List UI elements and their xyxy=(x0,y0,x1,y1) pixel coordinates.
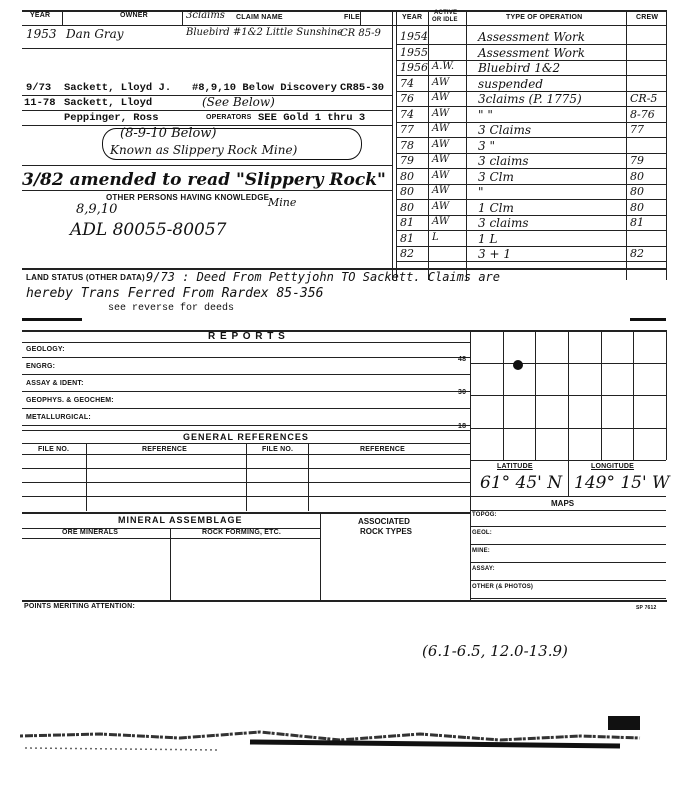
claim-count: 3claims xyxy=(186,10,225,21)
map-row-line xyxy=(470,544,666,545)
land-status-line-2: hereby Trans Ferred From Rardex 85-356 xyxy=(26,286,324,301)
ore-minerals-label: ORE MINERALS xyxy=(62,529,119,536)
location-dot xyxy=(513,360,523,370)
points-label: POINTS MERITING ATTENTION: xyxy=(24,603,135,610)
refs-col-file: FILE NO. xyxy=(38,446,70,453)
operation-crew: 79 xyxy=(630,154,644,167)
operation-type: 3 + 1 xyxy=(478,247,511,261)
grid-line xyxy=(470,395,666,396)
claim-name-header: CLAIM NAME xyxy=(236,14,283,21)
operation-status: AW xyxy=(432,138,450,150)
operation-crew: 81 xyxy=(630,216,644,229)
maps-header-line xyxy=(470,510,666,511)
owner-underline xyxy=(22,110,392,111)
owner-row-claim: Bluebird #1&2 Little Sunshine xyxy=(186,27,344,38)
mineral-col-divider xyxy=(170,528,171,600)
reports-header-line xyxy=(22,342,470,343)
operation-status: L xyxy=(432,231,439,243)
year-status-divider xyxy=(428,10,429,280)
land-status-line-1: 9/73 : Deed From Pettyjohn TO Sackett. Claims are xyxy=(146,270,501,284)
owner-row-name: Dan Gray xyxy=(66,27,124,41)
owner-row-file: CR 85-9 xyxy=(340,28,381,39)
owner-underline xyxy=(22,165,392,166)
operation-year: 78 xyxy=(400,138,414,152)
refs-row-line xyxy=(22,468,470,469)
other-persons-label: OTHER PERSONS HAVING KNOWLEDGE xyxy=(106,193,270,202)
adl-line-1: 8,9,10 xyxy=(76,202,118,217)
map-row-line xyxy=(470,562,666,563)
operation-type: Assessment Work xyxy=(478,45,585,60)
operation-type: Assessment Work xyxy=(478,30,585,44)
assoc-label-1: ASSOCIATED xyxy=(358,517,410,526)
owner-row-name: Sackett, Lloyd J. xyxy=(64,82,172,94)
latitude-value: 61° 45' N xyxy=(480,473,563,493)
operation-year: 80 xyxy=(400,169,414,183)
map-row-label: TOPOG: xyxy=(472,512,497,518)
map-row-label: OTHER (& PHOTOS) xyxy=(472,584,534,590)
owner-col-divider xyxy=(62,10,63,26)
land-status-label: LAND STATUS (OTHER DATA) xyxy=(26,273,145,282)
refs-col-line xyxy=(86,443,87,511)
operation-year: 82 xyxy=(400,247,414,260)
latitude-label: LATITUDE xyxy=(497,463,533,470)
operation-crew: 77 xyxy=(630,123,644,136)
operators-note: SEE Gold 1 thru 3 xyxy=(258,112,366,124)
report-row-label: GEOPHYS. & GEOCHEM: xyxy=(26,397,114,404)
refs-col-ref: REFERENCE xyxy=(142,446,187,453)
claim-col-divider xyxy=(182,10,183,26)
coord-bottom xyxy=(470,496,666,497)
refs-col-ref-2: REFERENCE xyxy=(360,446,405,453)
owner-row-name: Sackett, Lloyd xyxy=(64,97,153,109)
operation-status: AW xyxy=(432,107,450,119)
operation-status: AW xyxy=(432,92,450,103)
report-row-label: GEOLOGY: xyxy=(26,346,65,353)
points-top xyxy=(22,600,667,602)
operation-year: 80 xyxy=(400,200,414,214)
longitude-value: 149° 15' W xyxy=(574,473,670,493)
operation-crew: 80 xyxy=(630,169,644,183)
map-row-label: GEOL: xyxy=(472,530,492,536)
report-row-label: ASSAY & IDENT: xyxy=(26,380,84,387)
operation-year: 80 xyxy=(400,185,414,198)
owner-row-claim: #8,9,10 Below Discovery xyxy=(192,82,337,94)
owner-underline xyxy=(22,48,392,49)
operation-crew: 80 xyxy=(630,185,644,198)
reports-right-divider xyxy=(470,330,471,600)
claim-note-1: (8-9-10 Below) xyxy=(120,126,217,141)
longitude-label: LONGITUDE xyxy=(591,463,635,470)
operators-label: OPERATORS xyxy=(206,114,252,121)
operation-row-line xyxy=(396,246,666,247)
operation-type: " xyxy=(478,185,484,199)
land-status-line-3: see reverse for deeds xyxy=(108,303,235,314)
operation-status: AW xyxy=(432,76,450,88)
operation-row-line xyxy=(396,261,666,262)
file-col-divider xyxy=(360,10,361,26)
scale-mark: 30 xyxy=(458,389,467,396)
right-border xyxy=(666,10,667,280)
operation-type: 3 Clm xyxy=(478,169,514,184)
crew-header: CREW xyxy=(636,14,659,21)
owner-row-year: 11-78 xyxy=(24,97,56,109)
divider-mark xyxy=(22,318,82,321)
form-number: SP 7612 xyxy=(636,605,657,611)
operation-type: 3claims (P. 1775) xyxy=(478,92,582,106)
divider-mark xyxy=(630,318,666,321)
owner-row-file: CR85-30 xyxy=(340,82,385,94)
grid-line xyxy=(470,428,666,429)
report-row-line xyxy=(22,374,470,375)
map-row-line xyxy=(470,598,666,599)
status-type-divider xyxy=(466,10,467,280)
operation-status: AW xyxy=(432,200,450,212)
operation-type: 3 claims xyxy=(478,216,529,230)
operation-type: 1 Clm xyxy=(478,200,514,215)
report-row-label: ENGRG: xyxy=(26,363,56,370)
grid-line xyxy=(666,330,667,460)
operator-name: Peppinger, Ross xyxy=(64,112,159,124)
refs-col-line xyxy=(308,443,309,511)
operation-status: AW xyxy=(432,169,450,181)
operation-type: " " xyxy=(478,107,493,122)
operation-year: 79 xyxy=(400,154,414,167)
owner-ops-divider xyxy=(392,10,393,280)
operation-status: AW xyxy=(432,216,450,227)
map-row-label: ASSAY: xyxy=(472,566,495,572)
operation-status: AW xyxy=(432,154,450,165)
type-of-operation-header: TYPE OF OPERATION xyxy=(506,14,583,21)
operation-year: 74 xyxy=(400,76,414,90)
operation-crew: CR-5 xyxy=(630,92,658,105)
report-row-line xyxy=(22,357,470,358)
operation-status: A.W. xyxy=(432,61,455,72)
operation-status: AW xyxy=(432,123,450,134)
owner-ops-divider-2 xyxy=(396,10,397,280)
scale-mark: 18 xyxy=(458,423,467,430)
refs-row-line xyxy=(22,482,470,483)
operation-type: 1 L xyxy=(478,231,498,246)
report-row-line xyxy=(22,391,470,392)
operation-year: 74 xyxy=(400,107,414,121)
map-row-line xyxy=(470,526,666,527)
amended-note: 3/82 amended to read "Slippery Rock" xyxy=(22,170,386,190)
owner-row-year: 9/73 xyxy=(26,82,52,94)
amended-sub: Mine xyxy=(268,196,297,209)
mineral-title: MINERAL ASSEMBLAGE xyxy=(118,515,243,525)
mineral-top xyxy=(22,512,470,514)
operation-year: 76 xyxy=(400,92,414,105)
coord-divider xyxy=(568,460,569,496)
mineral-header-bottom xyxy=(22,538,320,539)
operation-type: suspended xyxy=(478,76,544,91)
bottom-coordinates-note: (6.1-6.5, 12.0-13.9) xyxy=(422,642,568,660)
grid-line xyxy=(470,363,666,364)
header-divider xyxy=(22,25,667,26)
active-header: ACTIVE xyxy=(434,10,458,16)
operation-type: Bluebird 1&2 xyxy=(478,61,561,75)
adl-line-2: ADL 80055-80057 xyxy=(70,220,227,240)
scale-mark: 48 xyxy=(458,356,467,363)
operation-crew: 8-76 xyxy=(630,107,655,121)
owner-header: OWNER xyxy=(120,12,148,19)
refs-col-file-2: FILE NO. xyxy=(262,446,294,453)
operation-year: 1955 xyxy=(400,45,428,59)
year-header: YEAR xyxy=(30,12,51,19)
operation-crew: 82 xyxy=(630,247,644,260)
operation-year: 1956 xyxy=(400,61,428,74)
mineral-assoc-divider xyxy=(320,512,321,600)
operation-year: 81 xyxy=(400,231,414,245)
report-row-label: METALLURGICAL: xyxy=(26,414,91,421)
owner-row-year: 1953 xyxy=(26,27,57,41)
refs-top xyxy=(22,430,470,431)
maps-title: MAPS xyxy=(551,499,575,508)
operation-year: 81 xyxy=(400,216,414,229)
refs-col-line xyxy=(246,443,247,511)
operation-year: 77 xyxy=(400,123,414,136)
reports-top-border xyxy=(22,330,667,332)
owner-row-claim: (See Below) xyxy=(202,95,275,109)
report-row-line xyxy=(22,408,470,409)
refs-row-line xyxy=(22,496,470,497)
rock-forming-label: ROCK FORMING, ETC. xyxy=(202,529,282,536)
map-row-line xyxy=(470,580,666,581)
type-crew-divider xyxy=(626,10,627,280)
operation-status: AW xyxy=(432,185,450,196)
reports-title: R E P O R T S xyxy=(208,331,286,342)
operation-year: 1954 xyxy=(400,30,428,43)
operation-type: 3 Claims xyxy=(478,123,531,137)
report-row-line xyxy=(22,425,470,426)
assoc-label-2: ROCK TYPES xyxy=(360,527,413,536)
idle-header: OR IDLE xyxy=(432,17,458,23)
general-refs-title: GENERAL REFERENCES xyxy=(183,432,309,442)
map-row-label: MINE: xyxy=(472,548,490,554)
top-border xyxy=(22,10,667,12)
operation-type: 3 " xyxy=(478,138,495,153)
file-header: FILE xyxy=(344,14,360,21)
owner-underline xyxy=(22,190,392,191)
operation-type: 3 claims xyxy=(478,154,529,168)
year-header-2: YEAR xyxy=(402,14,423,21)
claim-note-2: Known as Slippery Rock Mine) xyxy=(110,143,298,157)
operation-crew: 80 xyxy=(630,200,644,214)
scan-noise xyxy=(20,716,660,756)
claim-note-oval xyxy=(102,128,362,160)
